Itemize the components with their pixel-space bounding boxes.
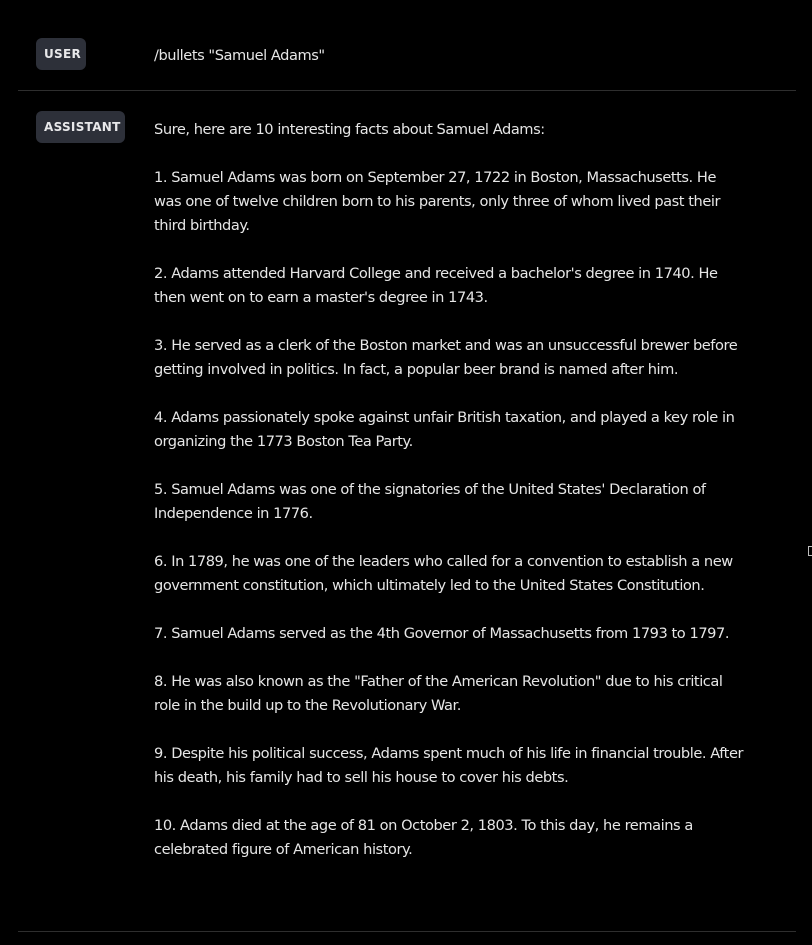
user-message — [18, 0, 796, 91]
fact-item-8: 8. He was also known as the "Father of the American Revolution" due to his critical role in the build up to the Revolutionary War. — [154, 673, 723, 714]
fact-item-10: 10. Adams died at the age of 81 on October 2, 1803. To this day, he remains a celebrated figure of American history. — [154, 817, 693, 858]
user-message-text: /bullets "Samuel Adams" — [154, 47, 325, 64]
fact-item-6: 6. In 1789, he was one of the leaders who called for a convention to establish a new government constitution, which ultimately led to the United States Constitution. — [154, 553, 733, 594]
assistant-message — [18, 91, 796, 932]
fact-item-9: 9. Despite his political success, Adams spent much of his life in financial trouble. After his death, his family had to sell his house to cover his debts. — [154, 745, 744, 786]
fact-item-7: 7. Samuel Adams served as the 4th Governor of Massachusetts from 1793 to 1797. — [154, 625, 730, 642]
scroll-edge-marker — [808, 546, 812, 556]
assistant-message-text — [154, 118, 744, 886]
fact-item-2: 2. Adams attended Harvard College and received a bachelor's degree in 1740. He then went on to earn a master's degree in 1743. — [154, 265, 718, 306]
fact-item-1: 1. Samuel Adams was born on September 27, 1722 in Boston, Massachusetts. He was one of twelve children born to his parents, only three of whom lived past their third birthday. — [154, 169, 721, 234]
assistant-intro: Sure, here are 10 interesting facts about Samuel Adams: — [154, 121, 545, 138]
user-role-badge: USER — [36, 38, 86, 70]
fact-item-3: 3. He served as a clerk of the Boston market and was an unsuccessful brewer before getting involved in politics. In fact, a popular beer brand is named after him. — [154, 337, 738, 378]
fact-item-4: 4. Adams passionately spoke against unfair British taxation, and played a key role in organizing the 1773 Boston Tea Party. — [154, 409, 735, 450]
fact-item-5: 5. Samuel Adams was one of the signatories of the United States' Declaration of Independence in 1776. — [154, 481, 706, 522]
assistant-role-badge: ASSISTANT — [36, 111, 125, 143]
